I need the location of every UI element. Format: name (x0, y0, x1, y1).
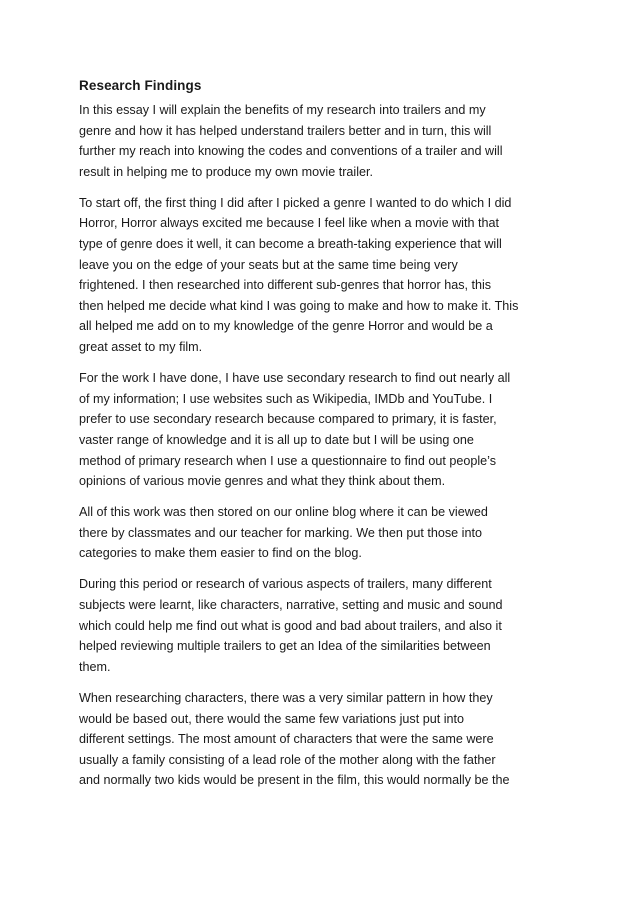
paragraph-line: and normally two kids would be present in the film, this would normally be the (79, 773, 510, 788)
paragraph-intro (79, 100, 563, 182)
document-body (79, 76, 563, 791)
paragraph-line: different settings. The most amount of characters that were the same were (79, 732, 494, 747)
paragraph-line: To start off, the first thing I did after I picked a genre I wanted to do which I did (79, 195, 512, 210)
paragraph-line: frightened. I then researched into different sub-genres that horror has, this (79, 278, 492, 293)
paragraph-genre (79, 193, 563, 358)
paragraph-line: In this essay I will explain the benefits of my research into trailers and my (79, 103, 486, 117)
paragraph-line: When researching characters, there was a very similar pattern in how they (79, 690, 493, 705)
paragraph-aspects (79, 574, 563, 677)
paragraph-line: prefer to use secondary research because compared to primary, it is faster, (79, 412, 497, 427)
paragraph-line: All of this work was then stored on our online blog where it can be viewed (79, 505, 488, 520)
paragraph-line: them. (79, 659, 111, 674)
paragraph-line: For the work I have done, I have use secondary research to find out nearly all (79, 371, 511, 386)
paragraph-line: which could help me find out what is good and bad about trailers, and also it (79, 618, 502, 633)
paragraph-line: During this period or research of various aspects of trailers, many different (79, 577, 492, 592)
paragraph-line: usually a family consisting of a lead role of the mother along with the father (79, 752, 496, 767)
paragraph-line: result in helping me to produce my own movie trailer. (79, 164, 373, 179)
paragraph-line: helped reviewing multiple trailers to get an Idea of the similarities between (79, 639, 491, 654)
paragraph-line: subjects were learnt, like characters, narrative, setting and music and sound (79, 598, 503, 613)
paragraph-line: type of genre does it well, it can become a breath-taking experience that will (79, 237, 502, 252)
paragraph-line: there by classmates and our teacher for marking. We then put those into (79, 525, 482, 540)
paragraph-line: then helped me decide what kind I was going to make and how to make it. This (79, 298, 519, 313)
paragraph-characters (79, 688, 563, 791)
paragraph-line: would be based out, there would the same few variations just put into (79, 711, 465, 726)
paragraph-line: further my reach into knowing the codes and conventions of a trailer and will (79, 144, 503, 159)
paragraph-secondary-research (79, 368, 563, 492)
paragraph-line: vaster range of knowledge and it is all up to date but I will be using one (79, 432, 474, 447)
paragraph-line: Horror, Horror always excited me because I feel like when a movie with that (79, 216, 499, 231)
paragraph-line: method of primary research when I use a questionnaire to find out people’s (79, 453, 497, 468)
paragraph-blog (79, 502, 563, 564)
paragraph-line: leave you on the edge of your seats but at the same time being very (79, 257, 458, 272)
document-title: Research Findings (79, 78, 202, 93)
paragraph-line: all helped me add on to my knowledge of the genre Horror and would be a (79, 319, 493, 334)
paragraph-line: of my information; I use websites such as Wikipedia, IMDb and YouTube. I (79, 391, 493, 406)
paragraph-line: categories to make them easier to find on the blog. (79, 546, 362, 561)
paragraph-line: opinions of various movie genres and what they think about them. (79, 474, 446, 489)
paragraph-line: great asset to my film. (79, 340, 203, 355)
paragraph-line: genre and how it has helped understand trailers better and in turn, this will (79, 123, 492, 138)
